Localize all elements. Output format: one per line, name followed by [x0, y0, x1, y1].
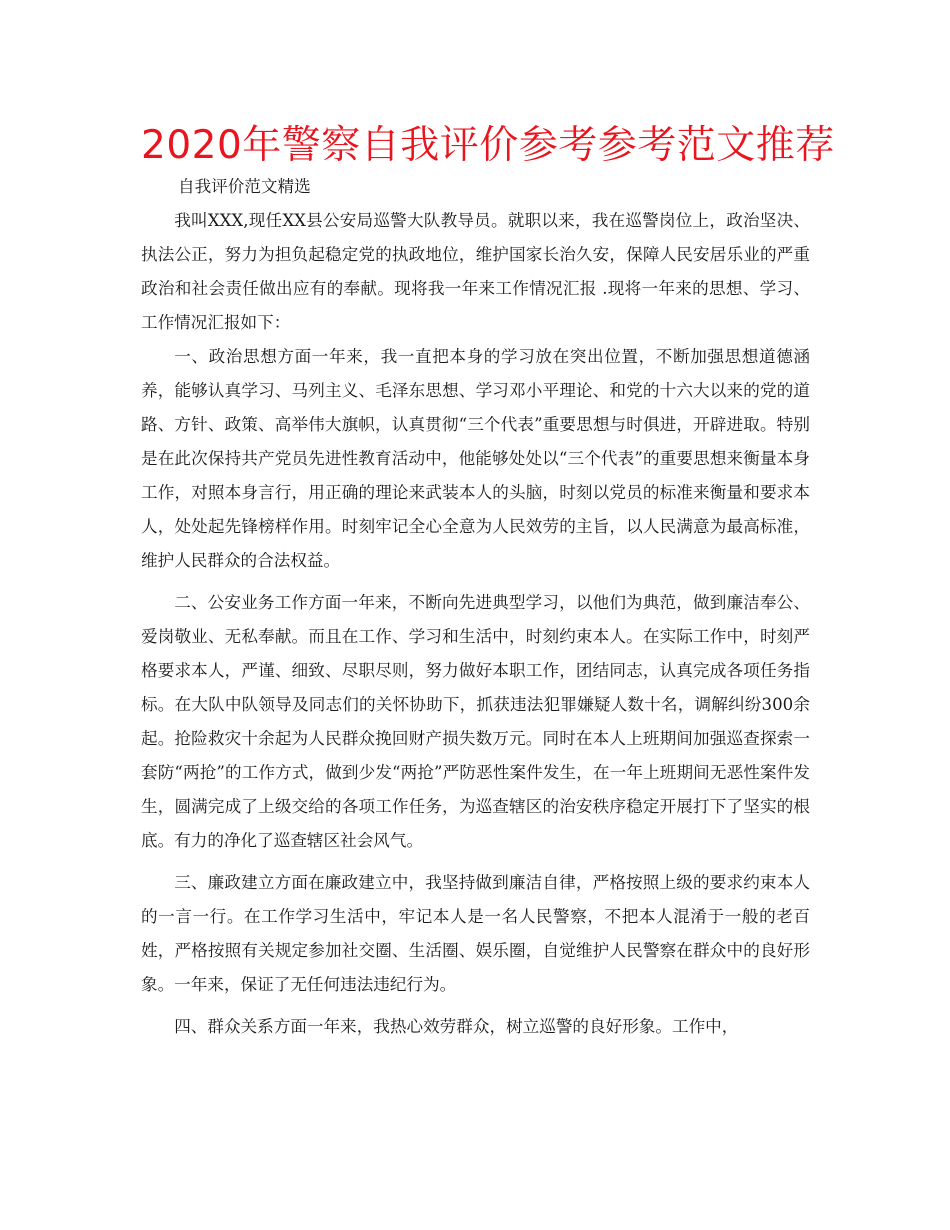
paragraph-police-work: 二、公安业务工作方面一年来，不断向先进典型学习，以他们为典范，做到廉洁奉公、爱岗敬业、无私奉献。而且在工作、学习和生活中，时刻约束本人。在实际工作中，时刻严格要求本人，严谨、细致、尽职尽则，努力做好本职工作，团结同志，认真完成各项任务指标。在大队中队领导及同志们的关怀协助下，抓获违法犯罪嫌疑人数十名，调解纠纷300余起。抢险救灾十余起为人民群众挽回财产损失数万元。同时在本人上班期间加强巡查探索一套防“两抢”的工作方式，做到少发“两抢”严防恶性案件发生，在一年上班期间无恶性案件发生，圆满完成了上级交给的各项工作任务，为巡查辖区的治安秩序稳定开展打下了坚实的根底。有力的净化了巡查辖区社会风气。: [141, 593, 810, 850]
paragraph-intro: 我叫XXX,现任XX县公安局巡警大队教导员。就职以来，我在巡警岗位上，政治坚决、执法公正，努力为担负起稳定党的执政地位，维护国家长治久安，保障人民安居乐业的严重政治和社会责任做出应有的奉献。现将我一年来工作情况汇报 .现将一年来的思想、学习、工作情况汇报如下：: [141, 211, 810, 332]
document-title: 2020年警察自我评价参考参考范文推荐: [141, 123, 835, 168]
document-body: [141, 204, 810, 1044]
document-subtitle: 自我评价范文精选: [178, 177, 311, 196]
paragraph-public-relations: 四、群众关系方面一年来，我热心效劳群众，树立巡警的良好形象。工作中，: [174, 1017, 739, 1036]
paragraph-integrity: 三、廉政建立方面在廉政建立中，我坚持做到廉洁自律，严格按照上级的要求约束本人的一言一行。在工作学习生活中，牢记本人是一名人民警察，不把本人混淆于一般的老百姓，严格按照有关规定参加社交圈、生活圈、娱乐圈，自觉维护人民警察在群众中的良好形象。一年来，保证了无任何违法违纪行为。: [141, 873, 810, 994]
paragraph-political-thought: 一、政治思想方面一年来，我一直把本身的学习放在突出位置，不断加强思想道德涵养，能够认真学习、马列主义、毛泽东思想、学习邓小平理论、和党的十六大以来的党的道路、方针、政策、高举伟大旗帜，认真贯彻“三个代表”重要思想与时俱进，开辟进取。特别是在此次保持共产党员先进性教育活动中，他能够处处以“三个代表”的重要思想来衡量本身工作，对照本身言行，用正确的理论来武装本人的头脑，时刻以党员的标准来衡量和要求本人，处处起先锋榜样作用。时刻牢记全心全意为人民效劳的主旨，以人民满意为最高标准，维护人民群众的合法权益。: [141, 347, 810, 570]
